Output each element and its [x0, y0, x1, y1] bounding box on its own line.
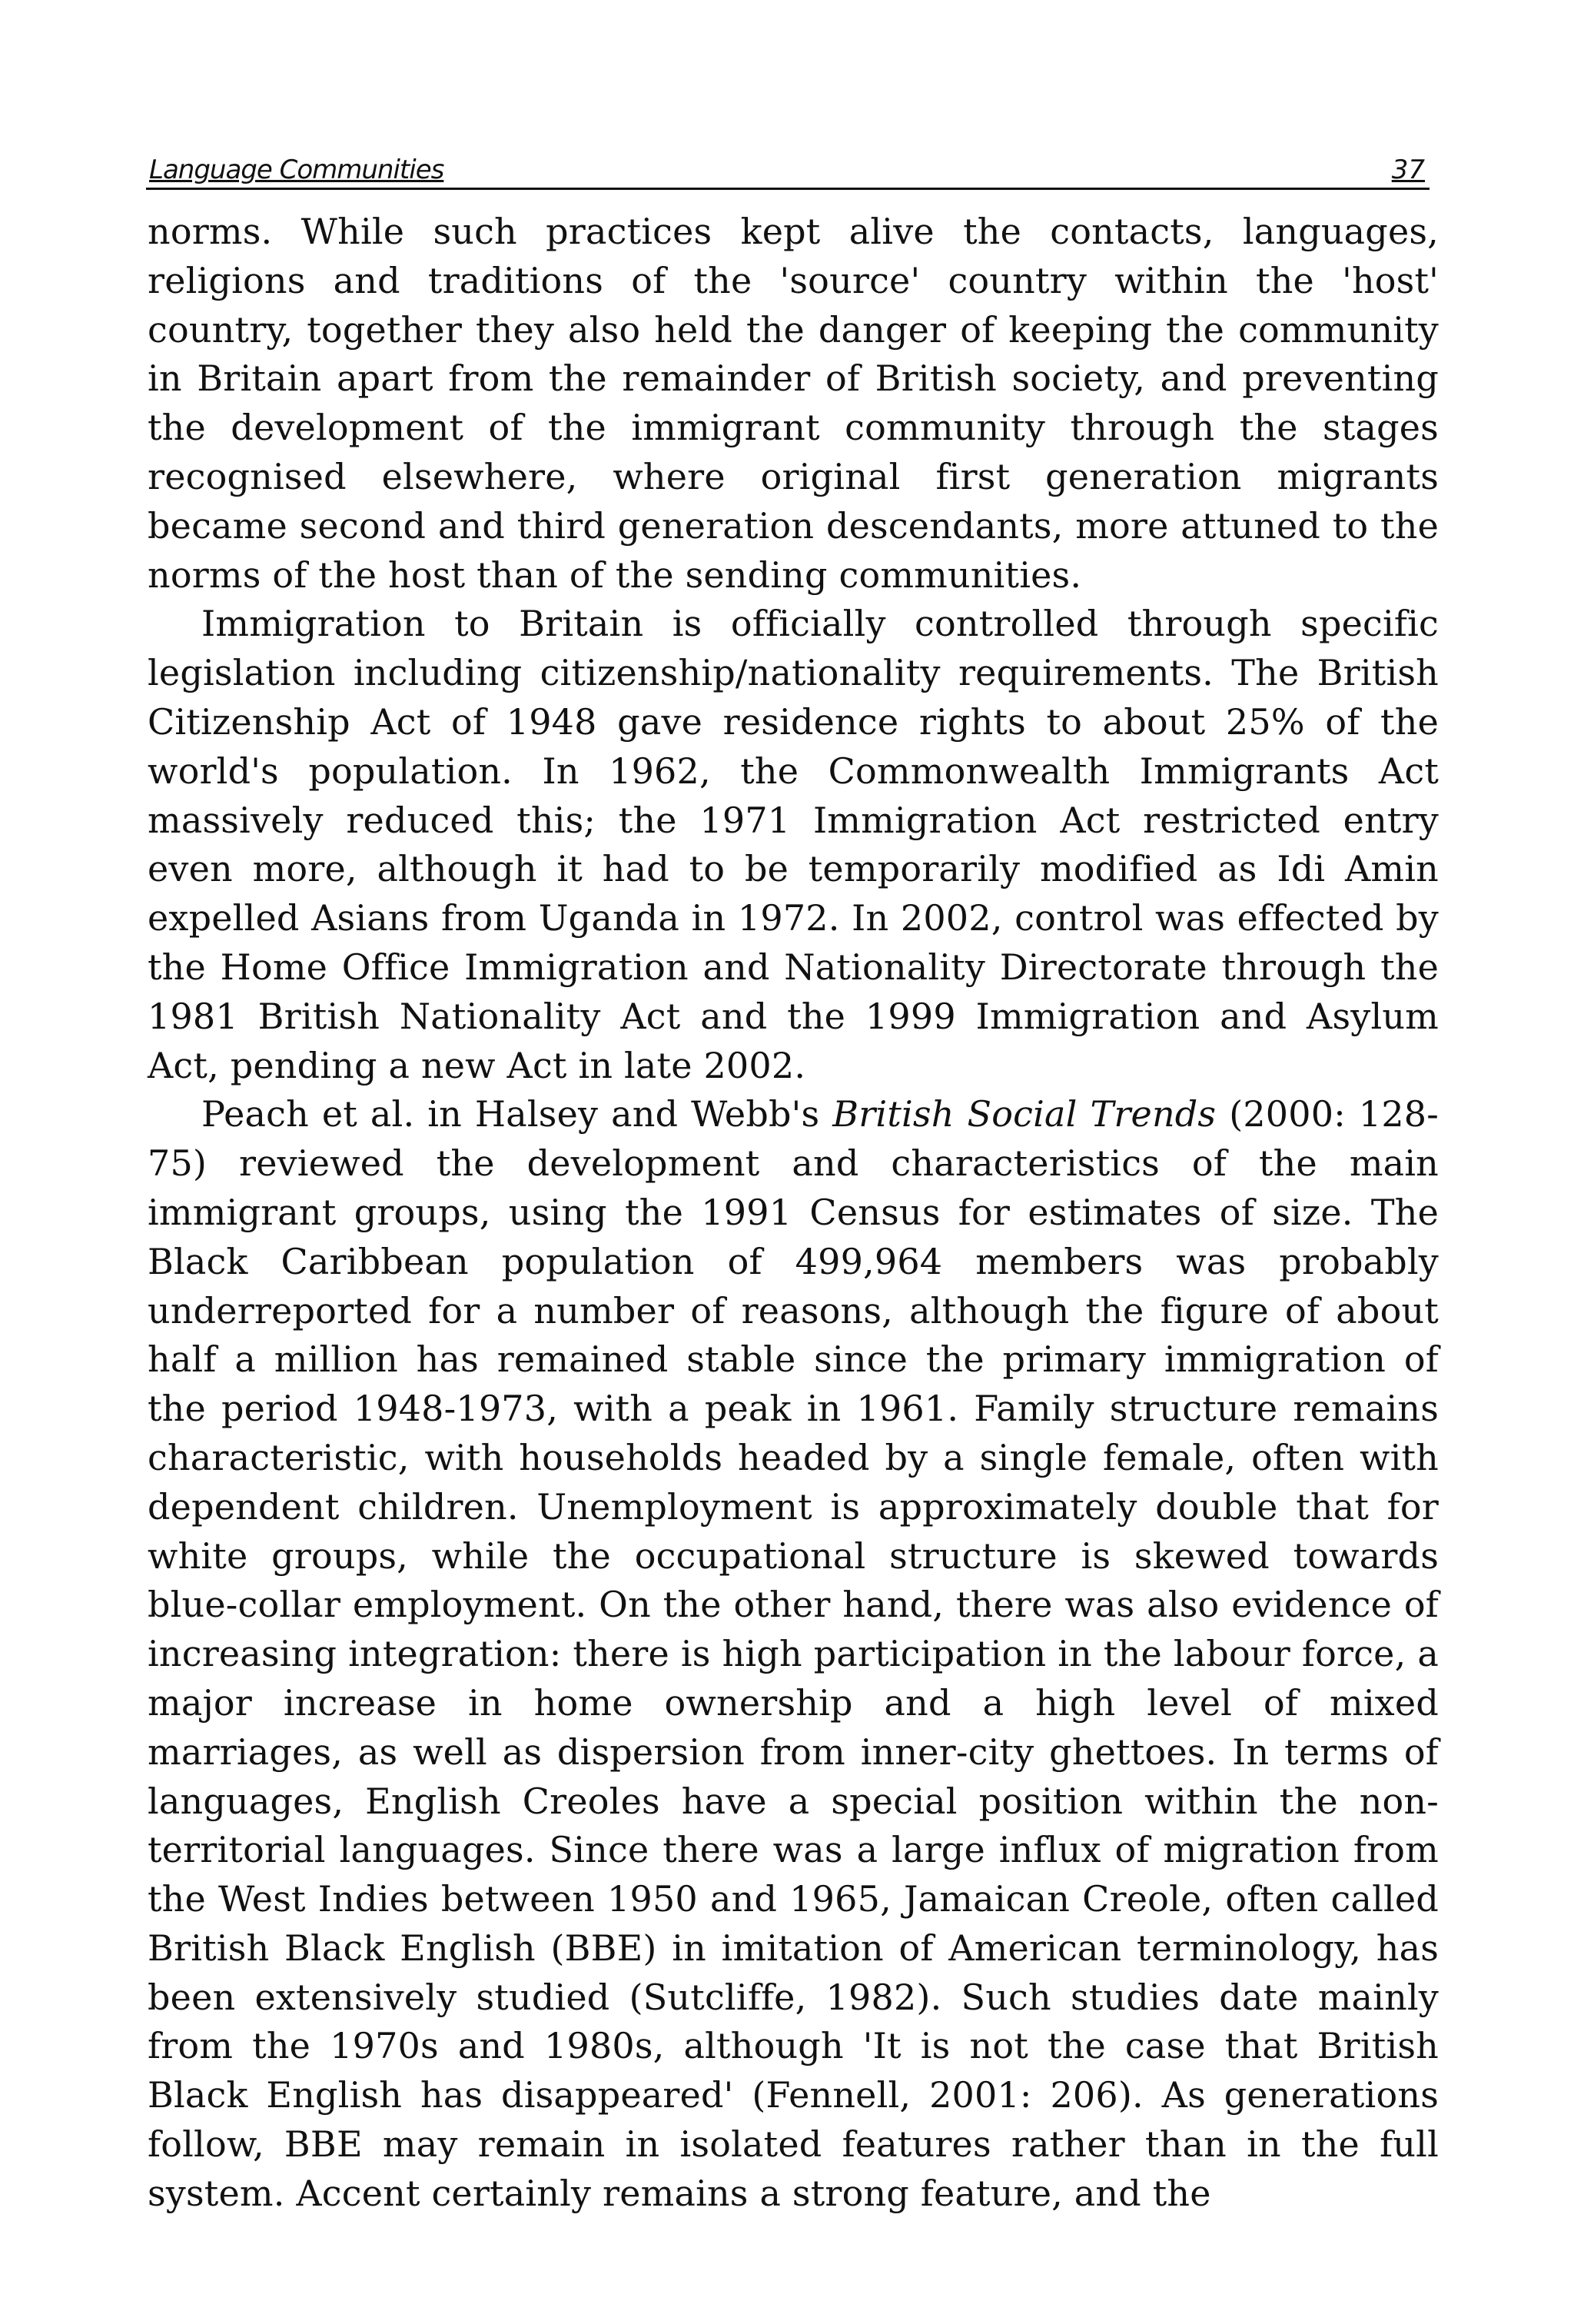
- paragraph-1: norms. While such practices kept alive the contacts, languages, religions and traditions of the 'source' country within the 'host' country, together they also held the danger of keeping the community in Britain apart from the remainder of British society, and preventing the development of the immigrant community through the stages recognised elsewhere, where original first generation migrants became second and third generation descendants, more attuned to the norms of the host than of the sending communities.: [148, 211, 1439, 596]
- book-title: British Social Trends: [832, 1093, 1217, 1135]
- paragraph-3-body: (2000: 128-75) reviewed the development and characteristics of the main immigrant groups, using the 1991 Census for estimates of size. The Black Caribbean population of 499,964 members was probably underreported for a number of reasons, although the figure of about half a million has remained stable since the primary immigration of the period 1948-1973, with a peak in 1961. Family structure remains characteristic, with households headed by a single female, often with dependent children. Unemployment is approximately double that for white groups, while the occupational structure is skewed towards blue-collar employment. On the other hand, there was also evidence of increasing integration: there is high participation in the labour force, a major increase in home ownership and a high level of mixed marriages, as well as dispersion from inner-city ghettoes. In terms of languages, English Creoles have a special position within the non-territorial languages. Since there was a large influx of migration from the West Indies between 1950 and 1965, Jamaican Creole, often called British Black English (BBE) in imitation of American terminology, has been extensively studied (Sutcliffe, 1982). Such studies date mainly from the 1970s and 1980s, although 'It is not the case that British Black English has disappeared' (Fennell, 2001: 206). As generations follow, BBE may remain in isolated features rather than in the full system. Accent certainly remains a strong feature, and the: [148, 1093, 1439, 2214]
- paragraph-3-intro: Peach et al. in Halsey and Webb's: [201, 1093, 833, 1135]
- running-head: [146, 146, 1430, 190]
- body-text: [148, 208, 1439, 2219]
- running-head-title: Language Communities: [149, 155, 444, 185]
- paragraph-2: Immigration to Britain is officially controlled through specific legislation including citizenship/nationality requirements. The British Citizenship Act of 1948 gave residence rights to about 25% of the world's population. In 1962, the Commonwealth Immigrants Act massively reduced this; the 1971 Immigration Act restricted entry even more, although it had to be temporarily modified as Idi Amin expelled Asians from Uganda in 1972. In 2002, control was effected by the Home Office Immigration and Nationality Directorate through the 1981 British Nationality Act and the 1999 Immigration and Asylum Act, pending a new Act in late 2002.: [148, 603, 1439, 1086]
- paragraph-3: [148, 1090, 1439, 2218]
- page-number: 37: [1391, 155, 1425, 185]
